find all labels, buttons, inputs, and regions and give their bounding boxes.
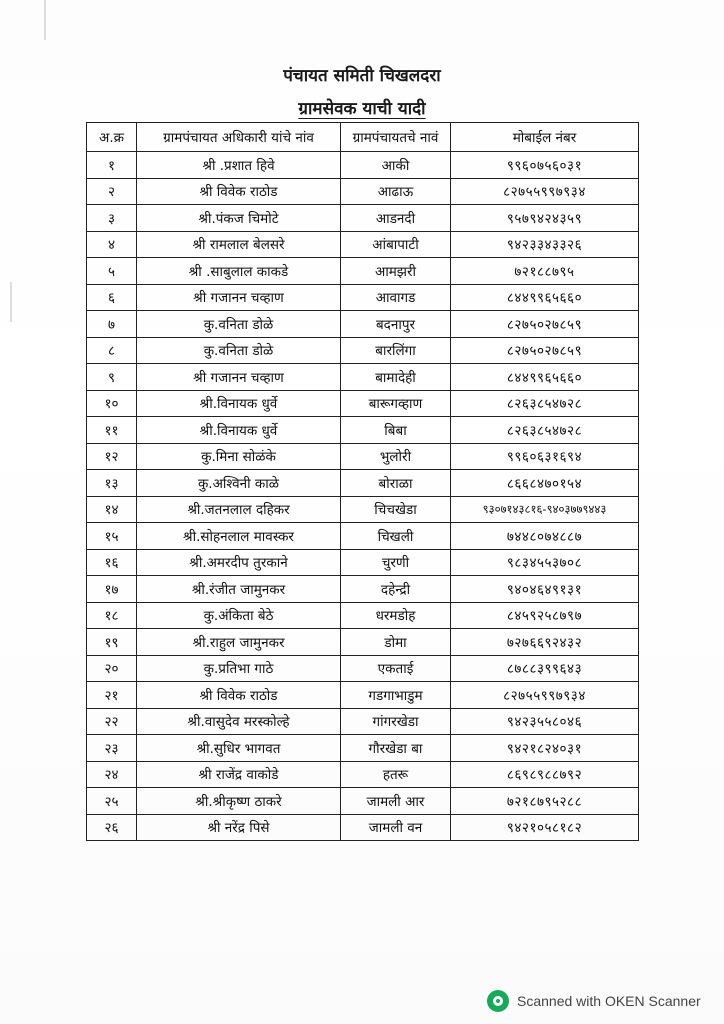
row-gram-panchayat: धरमडोह [341, 602, 451, 629]
document-subtitle: ग्रामसेवक याची यादी [298, 99, 426, 119]
row-serial: १७ [87, 576, 137, 603]
row-gram-panchayat: आंबापाटी [341, 231, 451, 258]
row-mobile: ८२७५५९९७९३४ [451, 178, 639, 205]
row-serial: १ [87, 152, 137, 179]
table-row [87, 337, 639, 364]
row-officer-name: कु.मिना सोळंके [137, 443, 341, 470]
table-row [87, 761, 639, 788]
row-serial: ५ [87, 258, 137, 285]
table-row [87, 549, 639, 576]
row-gram-panchayat: दहेन्द्री [341, 576, 451, 603]
row-mobile: ९९६०७५६०३१ [451, 152, 639, 179]
row-mobile: ७२१८८७९५ [451, 258, 639, 285]
row-gram-panchayat: आडनदी [341, 205, 451, 232]
table-row [87, 417, 639, 444]
row-mobile: ८२७५०२७८५९ [451, 337, 639, 364]
table-row [87, 655, 639, 682]
row-serial: २२ [87, 708, 137, 735]
row-gram-panchayat: चुरणी [341, 549, 451, 576]
row-gram-panchayat: एकताई [341, 655, 451, 682]
row-officer-name: श्री गजानन चव्हाण [137, 364, 341, 391]
row-serial: २३ [87, 735, 137, 762]
row-officer-name: श्री.रंजीत जामुनकर [137, 576, 341, 603]
row-serial: ११ [87, 417, 137, 444]
row-gram-panchayat: भुलोरी [341, 443, 451, 470]
row-serial: ७ [87, 311, 137, 338]
row-gram-panchayat: आमझरी [341, 258, 451, 285]
table-row [87, 258, 639, 285]
row-mobile: ८४४९९६५६६० [451, 364, 639, 391]
table-row [87, 311, 639, 338]
row-serial: १८ [87, 602, 137, 629]
row-officer-name: श्री गजानन चव्हाण [137, 284, 341, 311]
row-gram-panchayat: डोमा [341, 629, 451, 656]
table-row [87, 470, 639, 497]
row-serial: १९ [87, 629, 137, 656]
row-gram-panchayat: गडगाभाडुम [341, 682, 451, 709]
row-officer-name: श्री राजेंद्र वाकोडे [137, 761, 341, 788]
row-officer-name: श्री.सुधिर भागवत [137, 735, 341, 762]
row-serial: १४ [87, 496, 137, 523]
row-gram-panchayat: हतरू [341, 761, 451, 788]
row-gram-panchayat: बोराळा [341, 470, 451, 497]
row-gram-panchayat: बामादेही [341, 364, 451, 391]
scan-edge-mark [44, 0, 46, 40]
row-gram-panchayat: बारूगव्हाण [341, 390, 451, 417]
row-mobile: ७२७६६९२४३२ [451, 629, 639, 656]
table-row [87, 788, 639, 815]
row-mobile: ७४४८०७४८८७ [451, 523, 639, 550]
row-serial: ९ [87, 364, 137, 391]
row-gram-panchayat: चिखली [341, 523, 451, 550]
scanner-watermark [487, 990, 701, 1012]
row-gram-panchayat: जामली वन [341, 814, 451, 841]
row-mobile: ९३०७१४३८१६-९४०३७७९४४३ [451, 496, 639, 523]
row-officer-name: श्री.पंकज चिमोटे [137, 205, 341, 232]
row-officer-name: कु.अश्विनी काळे [137, 470, 341, 497]
row-mobile: ९८३४५५३७०८ [451, 549, 639, 576]
row-officer-name: श्री.जतनलाल दहिकर [137, 496, 341, 523]
table-row [87, 364, 639, 391]
header-mobile: मोबाईल नंबर [451, 123, 639, 152]
table-row [87, 231, 639, 258]
row-gram-panchayat: गांगरखेडा [341, 708, 451, 735]
row-officer-name: कु.प्रतिभा गाठे [137, 655, 341, 682]
row-serial: २ [87, 178, 137, 205]
row-officer-name: श्री नरेंद्र पिसे [137, 814, 341, 841]
row-gram-panchayat: बदनापुर [341, 311, 451, 338]
row-serial: २४ [87, 761, 137, 788]
row-gram-panchayat: चिचखेडा [341, 496, 451, 523]
row-serial: ८ [87, 337, 137, 364]
row-gram-panchayat: गौरखेडा बा [341, 735, 451, 762]
row-gram-panchayat: आकी [341, 152, 451, 179]
row-serial: १३ [87, 470, 137, 497]
table-row [87, 576, 639, 603]
row-mobile: ७२१८७९५२८८ [451, 788, 639, 815]
table-row [87, 735, 639, 762]
row-serial: २० [87, 655, 137, 682]
row-gram-panchayat: बारलिंगा [341, 337, 451, 364]
row-officer-name: श्री.अमरदीप तुरकाने [137, 549, 341, 576]
table-header-row [87, 123, 639, 152]
row-gram-panchayat: बिबा [341, 417, 451, 444]
row-serial: १२ [87, 443, 137, 470]
row-officer-name: कु.अंकिता बेठे [137, 602, 341, 629]
row-serial: ४ [87, 231, 137, 258]
row-gram-panchayat: जामली आर [341, 788, 451, 815]
table-row [87, 708, 639, 735]
row-officer-name: श्री.विनायक धुर्वे [137, 417, 341, 444]
header-gram-panchayat: ग्रामपंचायतचे नावं [341, 123, 451, 152]
table-row [87, 390, 639, 417]
row-mobile: ८७८८३९९६४३ [451, 655, 639, 682]
row-serial: २१ [87, 682, 137, 709]
table-body [87, 152, 639, 841]
document-title: पंचायत समिती चिखलदरा [283, 66, 441, 86]
row-officer-name: श्री .प्रशात हिवे [137, 152, 341, 179]
row-officer-name: कु.वनिता डोळे [137, 337, 341, 364]
row-officer-name: श्री .साबुलाल काकडे [137, 258, 341, 285]
row-serial: ६ [87, 284, 137, 311]
row-mobile: ९५७९४२४३५९ [451, 205, 639, 232]
table-row [87, 629, 639, 656]
table-row [87, 602, 639, 629]
row-mobile: ८२७५५९९७९३४ [451, 682, 639, 709]
row-serial: १५ [87, 523, 137, 550]
table-row [87, 284, 639, 311]
row-gram-panchayat: आढाऊ [341, 178, 451, 205]
row-officer-name: श्री विवेक राठोड [137, 178, 341, 205]
header-officer-name: ग्रामपंचायत अधिकारी यांचे नांव [137, 123, 341, 152]
row-serial: २६ [87, 814, 137, 841]
row-mobile: ९४२१८२४०३१ [451, 735, 639, 762]
table-row [87, 814, 639, 841]
table-row [87, 443, 639, 470]
row-mobile: ९४२१०५८१८२ [451, 814, 639, 841]
row-mobile: ८४४९९६५६६० [451, 284, 639, 311]
row-serial: ३ [87, 205, 137, 232]
table-row [87, 682, 639, 709]
scan-edge-mark [10, 282, 12, 322]
row-mobile: ९४०४६४९१३१ [451, 576, 639, 603]
oken-scanner-logo-icon [487, 990, 509, 1012]
row-serial: १६ [87, 549, 137, 576]
scanner-text: Scanned with OKEN Scanner [517, 993, 701, 1009]
row-mobile: ८२६३८५४७२८ [451, 390, 639, 417]
table-row [87, 205, 639, 232]
row-officer-name: श्री.सोहनलाल मावस्कर [137, 523, 341, 550]
table-row [87, 523, 639, 550]
row-mobile: ८२६३८५४७२८ [451, 417, 639, 444]
row-mobile: ८४५९२५८७९७ [451, 602, 639, 629]
row-officer-name: श्री विवेक राठोड [137, 682, 341, 709]
row-officer-name: श्री.श्रीकृष्ण ठाकरे [137, 788, 341, 815]
row-mobile: ८६९८९८८७९२ [451, 761, 639, 788]
row-mobile: ९४२३५५८०४६ [451, 708, 639, 735]
row-gram-panchayat: आवागड [341, 284, 451, 311]
row-officer-name: श्री रामलाल बेलसरे [137, 231, 341, 258]
row-serial: १० [87, 390, 137, 417]
row-serial: २५ [87, 788, 137, 815]
row-officer-name: श्री.विनायक धुर्वे [137, 390, 341, 417]
row-officer-name: श्री.राहुल जामुनकर [137, 629, 341, 656]
row-mobile: ९४२३३४३३२६ [451, 231, 639, 258]
row-mobile: ८६६८४७०१५४ [451, 470, 639, 497]
table-row [87, 496, 639, 523]
table-row [87, 178, 639, 205]
row-mobile: ८२७५०२७८५९ [451, 311, 639, 338]
row-mobile: ९९६०६३१६९४ [451, 443, 639, 470]
row-officer-name: श्री.वासुदेव मरस्कोल्हे [137, 708, 341, 735]
row-officer-name: कु.वनिता डोळे [137, 311, 341, 338]
table-row [87, 152, 639, 179]
header-serial: अ.क्र [87, 123, 137, 152]
gramsevak-table [86, 122, 639, 841]
